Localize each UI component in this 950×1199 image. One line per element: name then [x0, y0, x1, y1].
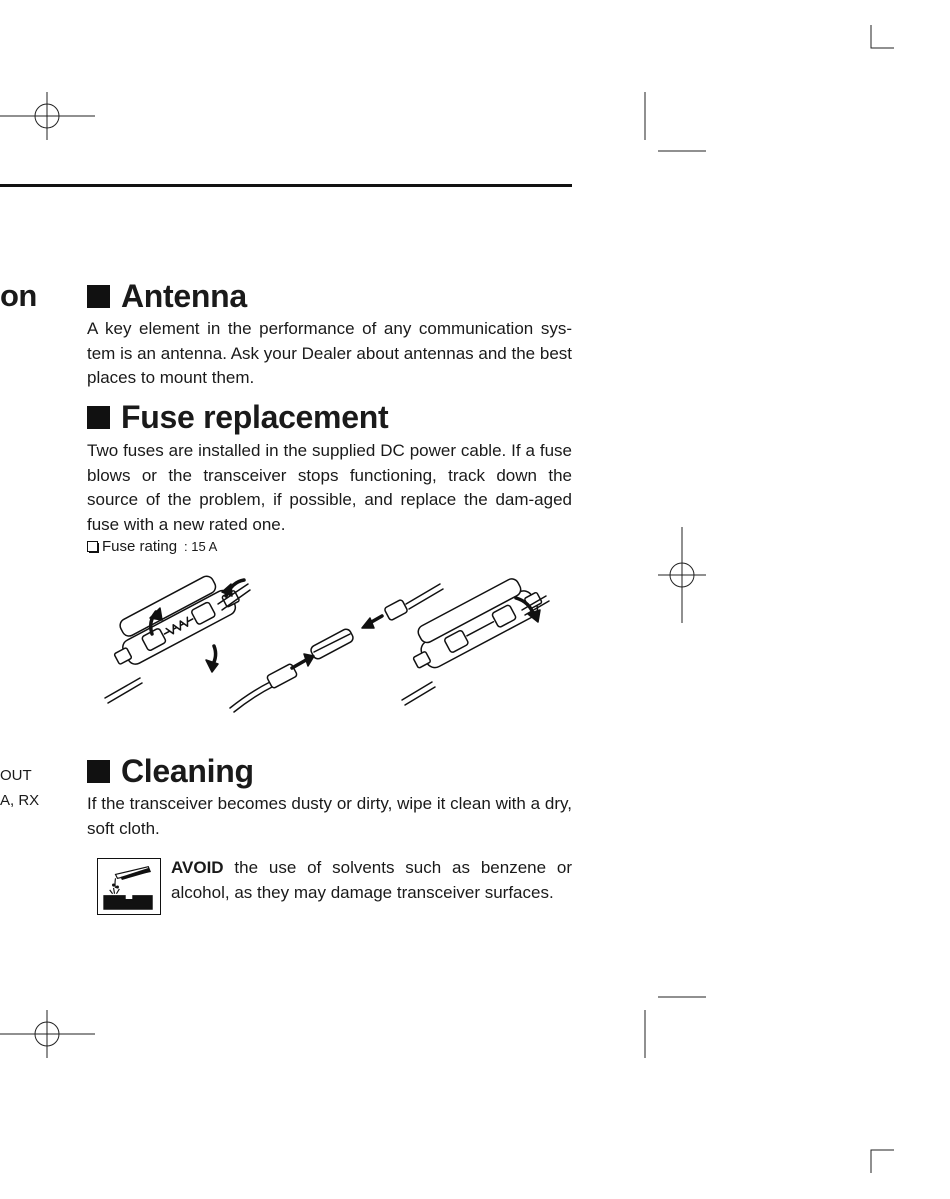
header-rule	[0, 184, 572, 187]
caution-message: the use of solvents such as benzene or alcohol, as they may damage transceiver surfaces.	[171, 858, 572, 902]
previous-page-text-fragment: OUT	[0, 767, 32, 784]
heading-square-icon	[87, 406, 110, 429]
caution-keyword: AVOID	[171, 858, 224, 877]
antenna-paragraph: A key element in the performance of any communication sys-tem is an antenna. Ask your Dealer about antennas and the best places to mount them.	[87, 319, 572, 387]
antenna-title: Antenna	[121, 278, 247, 314]
fuse-paragraph: Two fuses are installed in the supplied DC power cable. If a fuse blows or the transceiver stops functioning, track down the source of the problem, if possible, and replace the dam-aged fuse with a new rated one.	[87, 441, 572, 534]
fuse-rating-label: Fuse rating	[102, 538, 178, 555]
cleaning-paragraph: If the transceiver becomes dusty or dirty, wipe it clean with a dry, soft cloth.	[87, 794, 572, 838]
fuse-title: Fuse replacement	[121, 399, 389, 435]
fuse-holder-replacement-illustration	[100, 574, 560, 716]
previous-page-text-fragment: A, RX	[0, 792, 40, 809]
antenna-heading	[87, 280, 247, 312]
heading-square-icon	[87, 760, 110, 783]
checkbox-bullet-icon	[87, 541, 98, 552]
cleaning-title: Cleaning	[121, 753, 254, 789]
caution-text	[171, 856, 572, 905]
corrosive-liquid-icon	[97, 858, 161, 915]
corrosive-liquid-icon-graphic	[98, 859, 160, 914]
previous-page-heading-fragment: on	[0, 278, 37, 313]
cleaning-heading	[87, 755, 254, 787]
fuse-rating	[87, 538, 217, 555]
fuse-rating-value: : 15 A	[184, 539, 218, 554]
heading-square-icon	[87, 285, 110, 308]
fuse-heading	[87, 401, 388, 433]
